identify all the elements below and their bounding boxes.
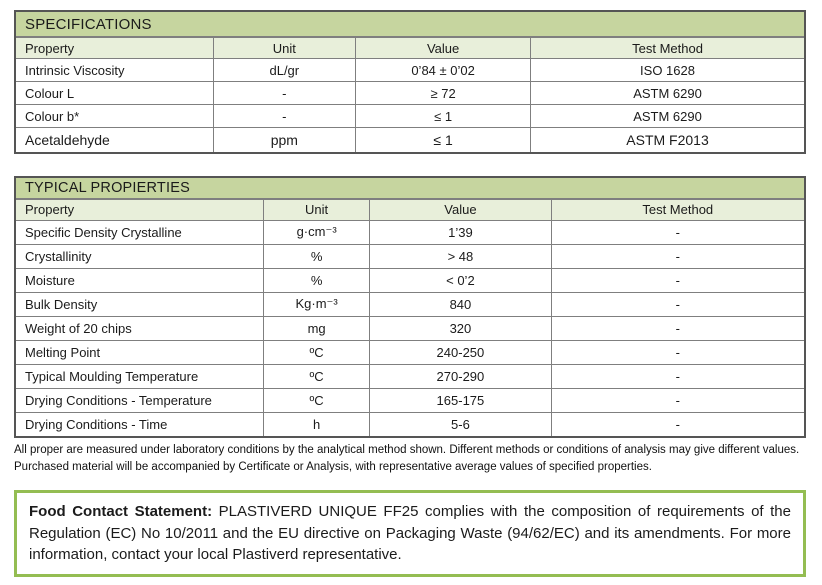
- table-cell: -: [551, 268, 804, 292]
- table-row: [16, 82, 804, 105]
- table-cell: -: [213, 105, 356, 128]
- food-contact-statement-text: [29, 501, 791, 565]
- table-row: [16, 412, 804, 436]
- table-cell: Weight of 20 chips: [16, 316, 263, 340]
- document-page: [14, 10, 806, 577]
- table-cell: 1’39: [370, 220, 551, 244]
- table-cell: 165-175: [370, 388, 551, 412]
- table-cell: -: [551, 244, 804, 268]
- table-cell: 270-290: [370, 364, 551, 388]
- typical-properties-section: [14, 176, 806, 439]
- table-cell: h: [263, 412, 369, 436]
- table-cell: ≤ 1: [356, 105, 531, 128]
- table-cell: -: [213, 82, 356, 105]
- table-cell: Colour L: [16, 82, 213, 105]
- table-cell: ≤ 1: [356, 128, 531, 152]
- table-row: [16, 59, 804, 82]
- table-cell: ºC: [263, 388, 369, 412]
- specifications-title: SPECIFICATIONS: [16, 12, 804, 37]
- table-row: [16, 220, 804, 244]
- column-header: Test Method: [531, 38, 804, 59]
- table-cell: < 0’2: [370, 268, 551, 292]
- specifications-table: [16, 37, 804, 152]
- table-cell: 5-6: [370, 412, 551, 436]
- table-cell: -: [551, 316, 804, 340]
- table-cell: Acetaldehyde: [16, 128, 213, 152]
- table-cell: %: [263, 244, 369, 268]
- table-row: [16, 128, 804, 152]
- table-cell: -: [551, 412, 804, 436]
- table-row: [16, 244, 804, 268]
- table-cell: 240-250: [370, 340, 551, 364]
- table-cell: ºC: [263, 364, 369, 388]
- table-cell: -: [551, 220, 804, 244]
- table-cell: 0’84 ± 0’02: [356, 59, 531, 82]
- table-cell: Drying Conditions - Time: [16, 412, 263, 436]
- table-cell: -: [551, 388, 804, 412]
- table-row: [16, 105, 804, 128]
- table-cell: Crystallinity: [16, 244, 263, 268]
- table-cell: Intrinsic Viscosity: [16, 59, 213, 82]
- column-header: Unit: [213, 38, 356, 59]
- table-cell: 840: [370, 292, 551, 316]
- table-cell: Kg·m⁻³: [263, 292, 369, 316]
- table-cell: -: [551, 364, 804, 388]
- table-cell: Specific Density Crystalline: [16, 220, 263, 244]
- table-cell: Typical Moulding Temperature: [16, 364, 263, 388]
- food-contact-statement-box: [14, 490, 806, 577]
- table-cell: ASTM F2013: [531, 128, 804, 152]
- table-cell: ºC: [263, 340, 369, 364]
- table-cell: Melting Point: [16, 340, 263, 364]
- table-row: [16, 364, 804, 388]
- table-row: [16, 292, 804, 316]
- column-header: Property: [16, 199, 263, 220]
- table-cell: Moisture: [16, 268, 263, 292]
- table-cell: Colour b*: [16, 105, 213, 128]
- header-row: [16, 199, 804, 220]
- column-header: Value: [370, 199, 551, 220]
- specifications-table-header: [16, 38, 804, 59]
- table-cell: > 48: [370, 244, 551, 268]
- table-cell: ≥ 72: [356, 82, 531, 105]
- table-row: [16, 268, 804, 292]
- table-cell: Drying Conditions - Temperature: [16, 388, 263, 412]
- table-cell: ppm: [213, 128, 356, 152]
- column-header: Unit: [263, 199, 369, 220]
- typical-properties-title: TYPICAL PROPIERTIES: [16, 178, 804, 199]
- table-cell: 320: [370, 316, 551, 340]
- column-header: Test Method: [551, 199, 804, 220]
- table-cell: g·cm⁻³: [263, 220, 369, 244]
- table-row: [16, 316, 804, 340]
- table-cell: %: [263, 268, 369, 292]
- typical-properties-table-body: [16, 220, 804, 436]
- table-row: [16, 388, 804, 412]
- specifications-table-body: [16, 59, 804, 152]
- header-row: [16, 38, 804, 59]
- table-row: [16, 340, 804, 364]
- table-cell: -: [551, 340, 804, 364]
- table-cell: mg: [263, 316, 369, 340]
- typical-properties-table-header: [16, 199, 804, 220]
- typical-properties-table: [16, 199, 804, 437]
- table-cell: ISO 1628: [531, 59, 804, 82]
- column-header: Value: [356, 38, 531, 59]
- table-cell: ASTM 6290: [531, 82, 804, 105]
- measurement-disclaimer-footnote: All proper are measured under laboratory conditions by the analytical method shown. Different methods or conditions of analysis may give different values. Purchased material will be accompanied by Certificate or Analysis, with representative average values of specified properties.: [14, 444, 800, 473]
- specifications-section: [14, 10, 806, 154]
- table-cell: -: [551, 292, 804, 316]
- table-cell: ASTM 6290: [531, 105, 804, 128]
- food-contact-statement-label: Food Contact Statement:: [29, 503, 213, 521]
- column-header: Property: [16, 38, 213, 59]
- food-contact-statement-body: PLASTIVERD UNIQUE FF25 complies with the composition of requirements of the Regulation (EC) No 10/2011 and the EU directive on Packaging Waste (94/62/EC) and its amendments. For more information, contact your local Plastiverd representative.: [29, 503, 791, 563]
- table-cell: dL/gr: [213, 59, 356, 82]
- table-cell: Bulk Density: [16, 292, 263, 316]
